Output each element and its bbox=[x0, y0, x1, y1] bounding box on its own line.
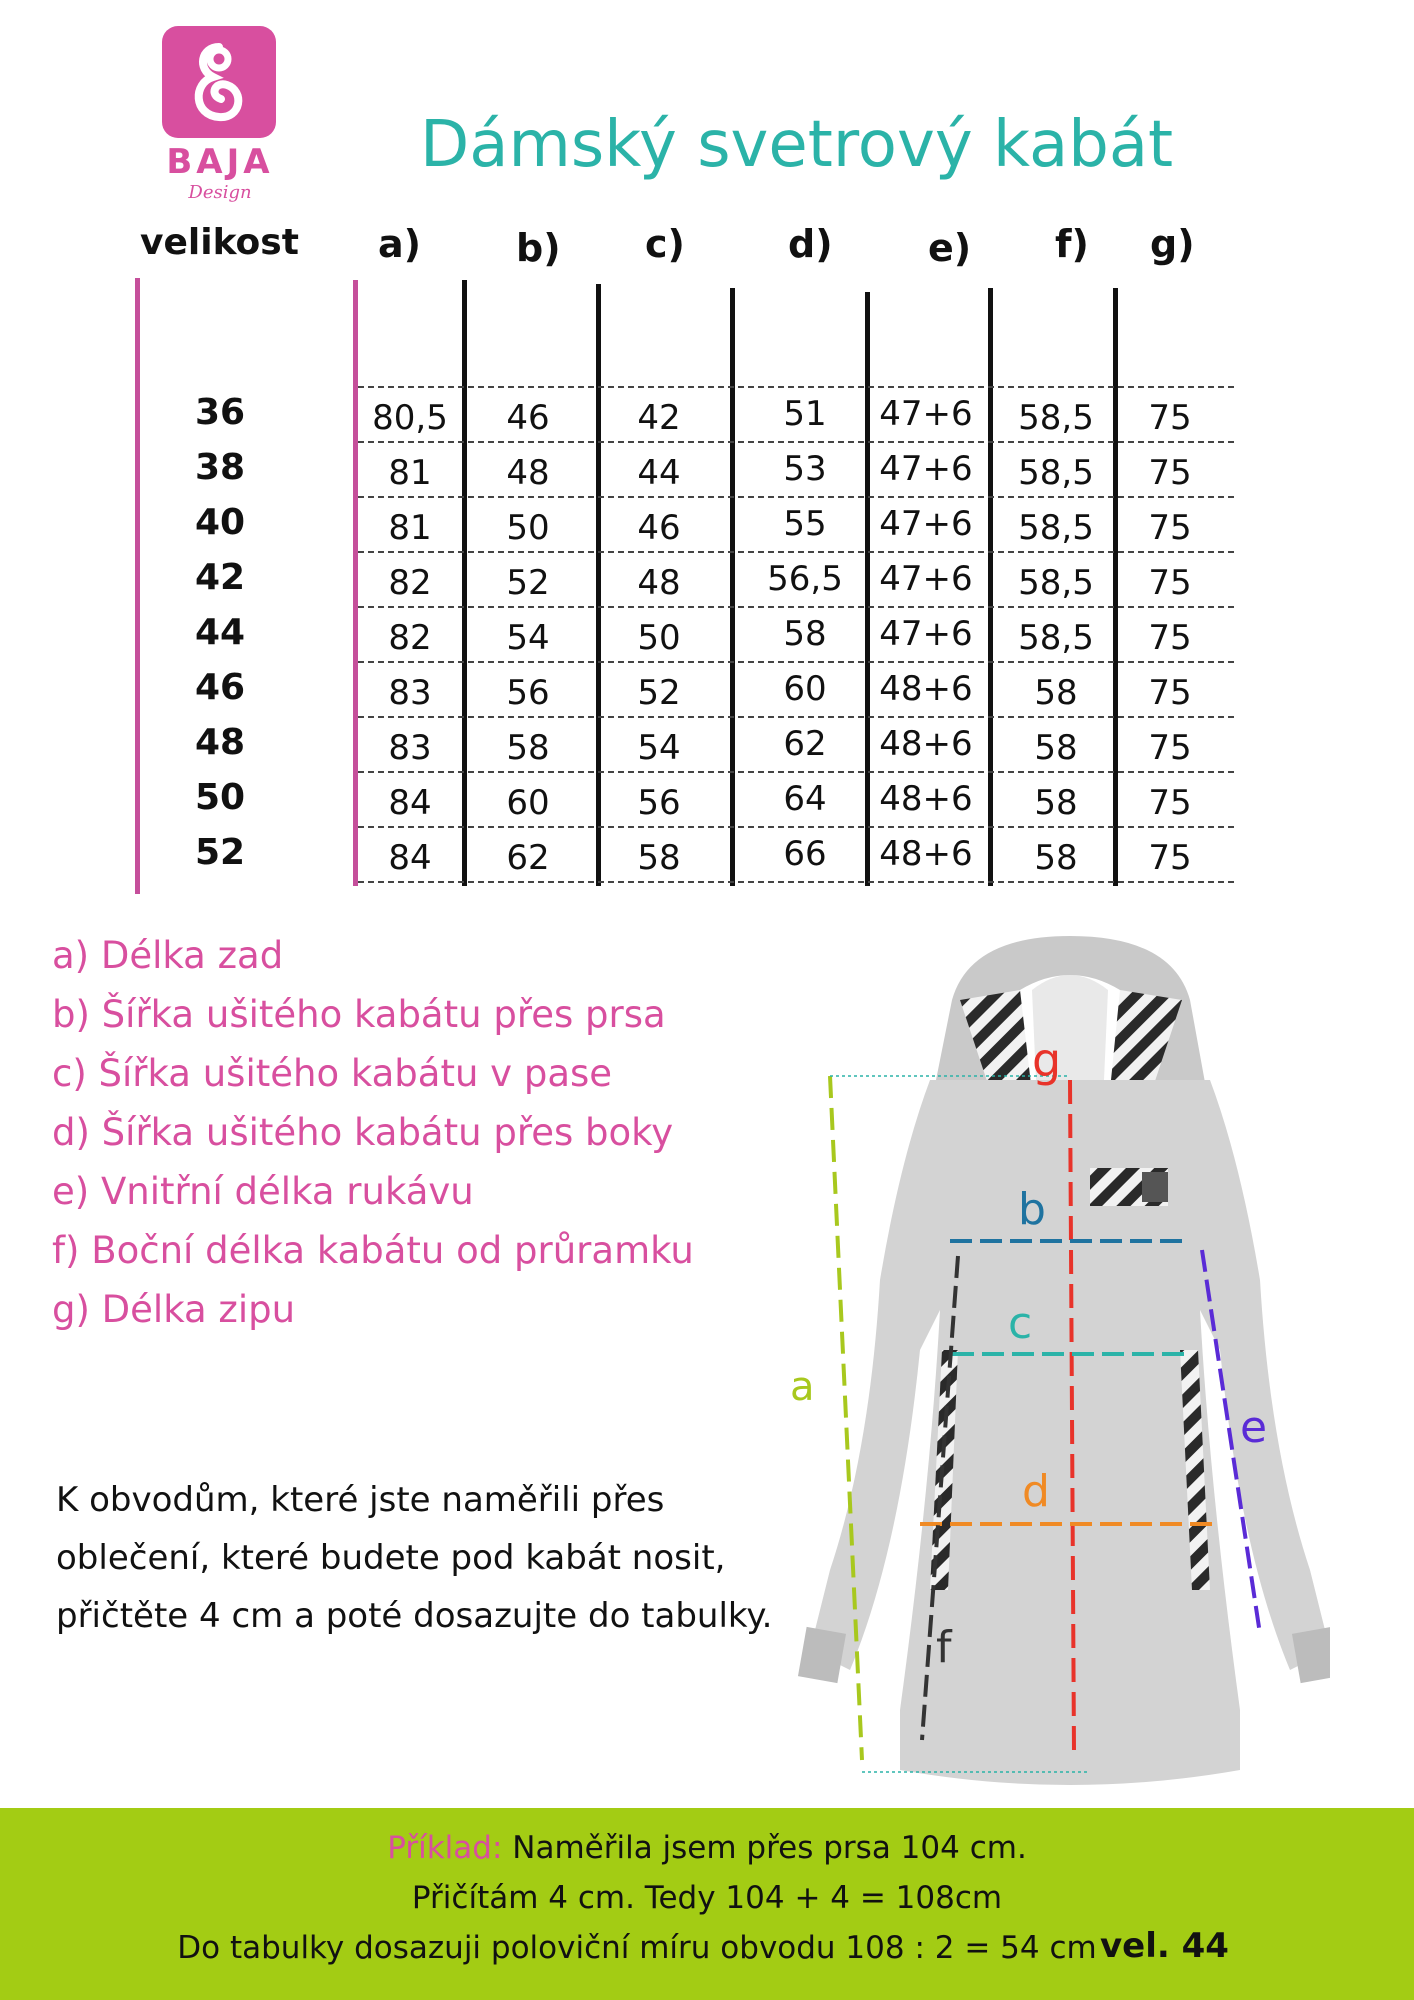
table-cell: 47+6 bbox=[879, 394, 973, 434]
table-cell: 75 bbox=[1148, 453, 1192, 493]
table-cell: 52 bbox=[637, 673, 681, 713]
table-cell: 52 bbox=[506, 563, 550, 603]
legend-item-d: d) Šířka ušitého kabátu přes boky bbox=[52, 1111, 674, 1154]
size-label: 36 bbox=[194, 392, 246, 433]
table-cell: 83 bbox=[388, 673, 432, 713]
row-divider bbox=[358, 881, 1234, 883]
table-cell: 48 bbox=[637, 563, 681, 603]
footer-line-1 bbox=[0, 1830, 1414, 1866]
size-label: 48 bbox=[194, 722, 246, 763]
table-cell: 75 bbox=[1148, 673, 1192, 713]
example-calc: Do tabulky dosazuji poloviční míru obvodu 108 : 2 = 54 cm bbox=[177, 1930, 1097, 1966]
table-cell: 48+6 bbox=[879, 834, 973, 874]
table-cell: 48+6 bbox=[879, 724, 973, 764]
size-column-rule bbox=[135, 278, 140, 894]
table-cell: 54 bbox=[637, 728, 681, 768]
label-e: e bbox=[1240, 1402, 1268, 1453]
table-cell: 83 bbox=[388, 728, 432, 768]
table-cell: 62 bbox=[783, 724, 827, 764]
table-cell: 84 bbox=[388, 838, 432, 878]
table-cell: 66 bbox=[783, 834, 827, 874]
legend-item-c: c) Šířka ušitého kabátu v pase bbox=[52, 1052, 613, 1095]
footer-line-2: Přičítám 4 cm. Tedy 104 + 4 = 108cm bbox=[411, 1880, 1003, 1916]
size-label: 40 bbox=[194, 502, 246, 543]
legend-item-g: g) Délka zipu bbox=[52, 1288, 296, 1331]
table-cell: 56 bbox=[637, 783, 681, 823]
col-header-f: f) bbox=[1055, 222, 1089, 266]
logo-sub: Design bbox=[188, 182, 252, 203]
table-cell: 64 bbox=[783, 779, 827, 819]
table-cell: 58 bbox=[1034, 838, 1078, 878]
table-cell: 48 bbox=[506, 453, 550, 493]
table-cell: 56,5 bbox=[767, 559, 843, 599]
label-a: a bbox=[790, 1364, 815, 1410]
size-result: vel. 44 bbox=[1100, 1926, 1229, 1966]
label-c: c bbox=[1008, 1298, 1033, 1349]
size-label: 46 bbox=[194, 667, 246, 708]
label-d: d bbox=[1022, 1466, 1050, 1517]
legend-item-e: e) Vnitřní délka rukávu bbox=[52, 1170, 474, 1213]
row-divider bbox=[358, 716, 1234, 718]
col-header-d: d) bbox=[788, 222, 833, 266]
table-cell: 58 bbox=[1034, 673, 1078, 713]
table-cell: 75 bbox=[1148, 563, 1192, 603]
table-cell: 47+6 bbox=[879, 449, 973, 489]
table-cell: 54 bbox=[506, 618, 550, 658]
table-cell: 81 bbox=[388, 453, 432, 493]
table-cell: 58,5 bbox=[1018, 453, 1094, 493]
col-header-a: a) bbox=[378, 222, 422, 266]
size-label: 42 bbox=[194, 557, 246, 598]
chest-label-tag bbox=[1142, 1172, 1168, 1202]
table-cell: 58 bbox=[637, 838, 681, 878]
table-cell: 47+6 bbox=[879, 559, 973, 599]
table-cell: 58 bbox=[783, 614, 827, 654]
note-line: K obvodům, které jste naměřili přes bbox=[56, 1480, 665, 1520]
row-divider bbox=[358, 826, 1234, 828]
note-line: přičtěte 4 cm a poté dosazujte do tabulky. bbox=[56, 1596, 773, 1636]
row-divider bbox=[358, 771, 1234, 773]
logo-icon bbox=[179, 39, 259, 125]
table-cell: 58 bbox=[1034, 783, 1078, 823]
table-cell: 47+6 bbox=[879, 504, 973, 544]
table-cell: 46 bbox=[637, 508, 681, 548]
example-label: Příklad: bbox=[387, 1830, 503, 1866]
table-cell: 75 bbox=[1148, 783, 1192, 823]
table-cell: 50 bbox=[506, 508, 550, 548]
table-cell: 75 bbox=[1148, 838, 1192, 878]
logo-mark bbox=[162, 26, 276, 138]
table-cell: 50 bbox=[637, 618, 681, 658]
legend-item-f: f) Boční délka kabátu od průramku bbox=[52, 1229, 694, 1272]
row-divider bbox=[358, 661, 1234, 663]
row-divider bbox=[358, 606, 1234, 608]
size-label: 52 bbox=[194, 832, 246, 873]
table-cell: 82 bbox=[388, 563, 432, 603]
table-cell: 75 bbox=[1148, 728, 1192, 768]
row-divider bbox=[358, 551, 1234, 553]
table-cell: 55 bbox=[783, 504, 827, 544]
table-cell: 75 bbox=[1148, 398, 1192, 438]
table-cell: 60 bbox=[506, 783, 550, 823]
legend-item-a: a) Délka zad bbox=[52, 934, 284, 977]
table-cell: 84 bbox=[388, 783, 432, 823]
note-line: oblečení, které budete pod kabát nosit, bbox=[56, 1538, 726, 1578]
row-divider bbox=[358, 496, 1234, 498]
example-text: Naměřila jsem přes prsa 104 cm. bbox=[512, 1830, 1027, 1866]
label-b: b bbox=[1018, 1184, 1046, 1235]
table-cell: 75 bbox=[1148, 508, 1192, 548]
table-cell: 53 bbox=[783, 449, 827, 489]
col-header-c: c) bbox=[645, 222, 685, 266]
size-label: 44 bbox=[194, 612, 246, 653]
table-cell: 75 bbox=[1148, 618, 1192, 658]
table-cell: 44 bbox=[637, 453, 681, 493]
row-divider bbox=[358, 386, 1234, 388]
page-title: Dámský svetrový kabát bbox=[420, 108, 1174, 182]
cuff bbox=[798, 1627, 846, 1683]
footer-band bbox=[0, 1808, 1414, 2000]
label-f: f bbox=[936, 1622, 952, 1673]
table-cell: 46 bbox=[506, 398, 550, 438]
table-cell: 58 bbox=[1034, 728, 1078, 768]
legend-item-b: b) Šířka ušitého kabátu přes prsa bbox=[52, 993, 666, 1036]
cuff bbox=[1292, 1627, 1330, 1683]
size-label: 38 bbox=[194, 447, 246, 488]
logo-brand: BAJA bbox=[166, 142, 274, 182]
table-cell: 48+6 bbox=[879, 779, 973, 819]
col-header-g: g) bbox=[1150, 222, 1195, 266]
col-divider bbox=[730, 288, 735, 886]
table-cell: 82 bbox=[388, 618, 432, 658]
table-cell: 42 bbox=[637, 398, 681, 438]
table-cell: 80,5 bbox=[372, 398, 448, 438]
col-header-b: b) bbox=[516, 226, 561, 270]
table-cell: 58,5 bbox=[1018, 618, 1094, 658]
size-label: 50 bbox=[194, 777, 246, 818]
coat-diagram bbox=[770, 930, 1330, 1790]
table-cell: 58,5 bbox=[1018, 563, 1094, 603]
table-cell: 56 bbox=[506, 673, 550, 713]
table-cell: 51 bbox=[783, 394, 827, 434]
table-cell: 58,5 bbox=[1018, 508, 1094, 548]
size-header: velikost bbox=[140, 222, 299, 263]
label-g: g bbox=[1032, 1033, 1062, 1087]
table-cell: 58,5 bbox=[1018, 398, 1094, 438]
col-header-e: e) bbox=[928, 226, 972, 270]
table-cell: 62 bbox=[506, 838, 550, 878]
table-cell: 81 bbox=[388, 508, 432, 548]
table-cell: 60 bbox=[783, 669, 827, 709]
table-cell: 47+6 bbox=[879, 614, 973, 654]
table-cell: 58 bbox=[506, 728, 550, 768]
row-divider bbox=[358, 441, 1234, 443]
table-cell: 48+6 bbox=[879, 669, 973, 709]
